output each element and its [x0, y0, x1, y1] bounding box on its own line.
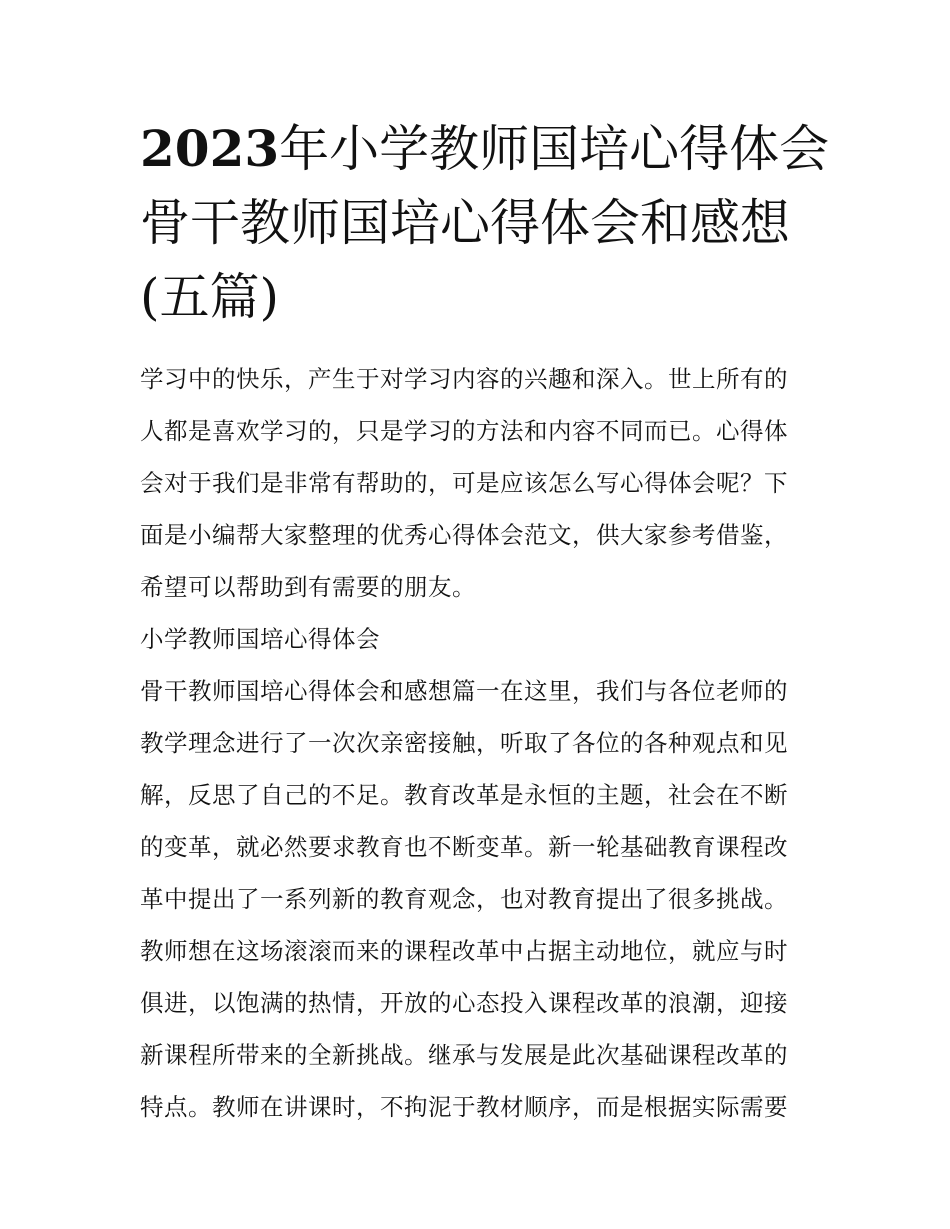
- title-line-3: (五篇): [140, 268, 280, 326]
- intro-line: 学习中的快乐，产生于对学习内容的兴趣和深入。世上所有的: [140, 365, 788, 393]
- body-line: 特点。教师在讲课时，不拘泥于教材顺序，而是根据实际需要: [140, 1093, 788, 1121]
- intro-paragraph: [140, 353, 815, 613]
- body-line: 的变革，就必然要求教育也不断变革。新一轮基础教育课程改: [140, 833, 788, 861]
- body-line: 革中提出了一系列新的教育观念，也对教育提出了很多挑战。: [140, 885, 788, 913]
- intro-line: 希望可以帮助到有需要的朋友。: [140, 573, 476, 601]
- intro-line: 面是小编帮大家整理的优秀心得体会范文，供大家参考借鉴，: [140, 521, 788, 549]
- body-line: 解，反思了自己的不足。教育改革是永恒的主题，社会在不断: [140, 781, 788, 809]
- body-line: 骨干教师国培心得体会和感想篇一在这里，我们与各位老师的: [140, 677, 788, 705]
- intro-line: 会对于我们是非常有帮助的，可是应该怎么写心得体会呢？下: [140, 469, 788, 497]
- document-title: [140, 112, 830, 334]
- title-line-1: [140, 112, 830, 186]
- document-body: [140, 353, 815, 1133]
- body-line: 教师想在这场滚滚而来的课程改革中占据主动地位，就应与时: [140, 937, 788, 965]
- section-subheading: [140, 613, 815, 665]
- subheading-text: 小学教师国培心得体会: [140, 625, 380, 653]
- intro-line: 人都是喜欢学习的，只是学习的方法和内容不同而已。心得体: [140, 417, 788, 445]
- body-line: 俱进，以饱满的热情，开放的心态投入课程改革的浪潮，迎接: [140, 989, 788, 1017]
- body-line: 教学理念进行了一次次亲密接触，听取了各位的各种观点和见: [140, 729, 788, 757]
- title-line-2: 骨干教师国培心得体会和感想: [140, 194, 790, 252]
- body-paragraph: [140, 665, 815, 1133]
- body-line: 新课程所带来的全新挑战。继承与发展是此次基础课程改革的: [140, 1041, 788, 1069]
- title-line-1-text: 年小学教师国培心得体会: [279, 120, 830, 178]
- title-year: 2023: [140, 119, 280, 178]
